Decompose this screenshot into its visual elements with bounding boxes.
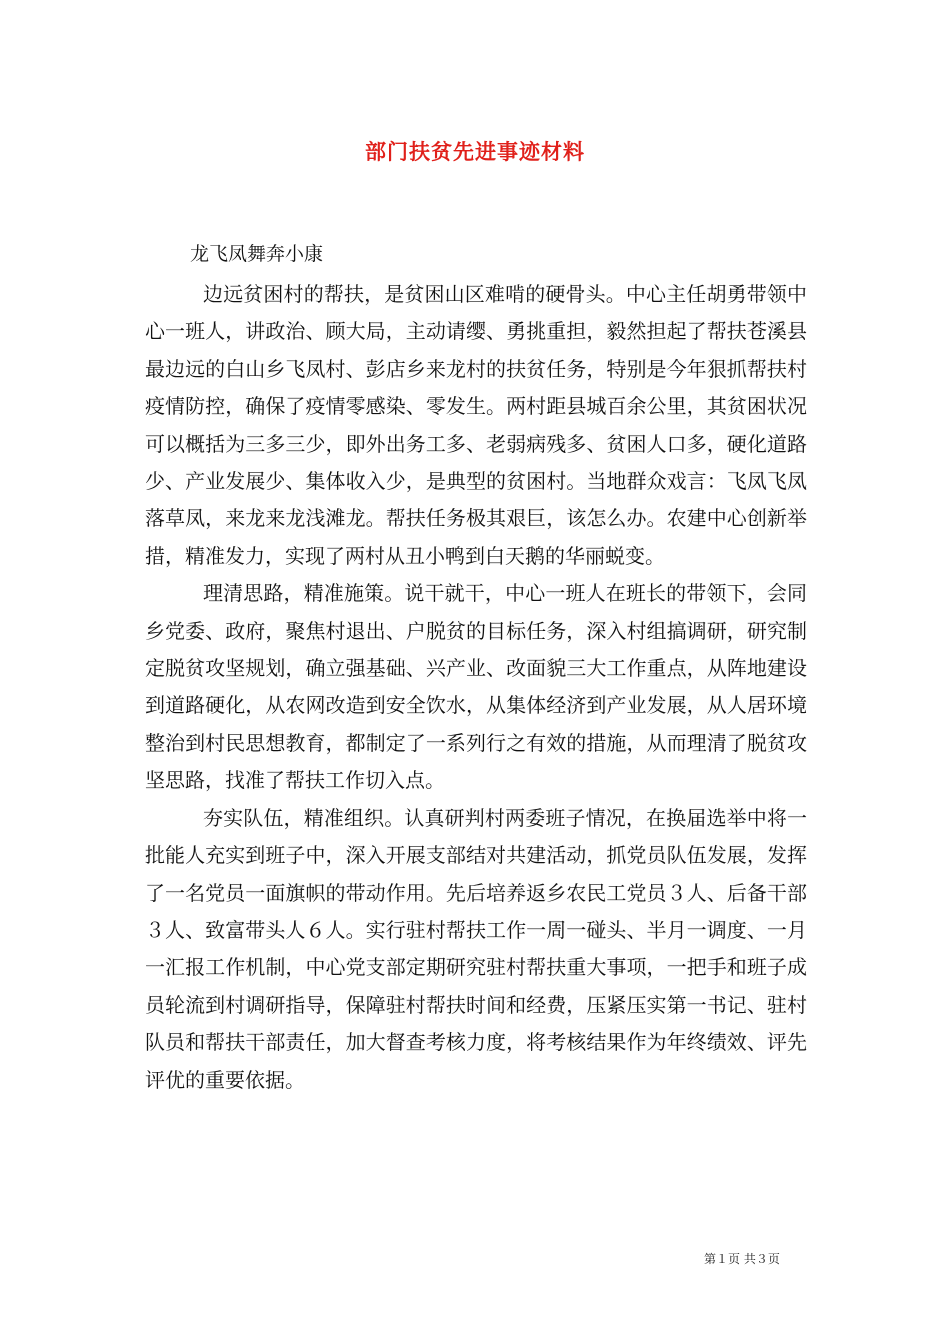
document-body: [145, 276, 807, 1099]
paragraph-intro: 边远贫困村的帮扶，是贫困山区难啃的硬骨头。中心主任胡勇带领中心一班人，讲政治、顾大局，主动请缨、勇挑重担，毅然担起了帮扶苍溪县最边远的白山乡飞凤村、彭店乡来龙村的扶贫任务，特别是今年狠抓帮扶村疫情防控，确保了疫情零感染、零发生。两村距县城百余公里，其贫困状况可以概括为三多三少，即外出务工多、老弱病残多、贫困人口多，硬化道路少、产业发展少、集体收入少，是典型的贫困村。当地群众戏言：飞凤飞凤落草凤，来龙来龙浅滩龙。帮扶任务极其艰巨，该怎么办。农建中心创新举措，精准发力，实现了两村从丑小鸭到白天鹅的华丽蜕变。: [145, 282, 807, 568]
paragraph-organization: 夯实队伍，精准组织。认真研判村两委班子情况，在换届选举中将一批能人充实到班子中，深入开展支部结对共建活动，抓党员队伍发展，发挥了一名党员一面旗帜的带动作用。先后培养返乡农民工党员３人、后备干部３人、致富带头人６人。实行驻村帮扶工作一周一碰头、半月一调度、一月一汇报工作机制，中心党支部定期研究驻村帮扶重大事项，一把手和班子成员轮流到村调研指导，保障驻村帮扶时间和经费，压紧压实第一书记、驻村队员和帮扶干部责任，加大督查考核力度，将考核结果作为年终绩效、评先评优的重要依据。: [145, 805, 807, 1092]
paragraph-strategy: 理清思路，精准施策。说干就干，中心一班人在班长的带领下，会同乡党委、政府，聚焦村退出、户脱贫的目标任务，深入村组搞调研，研究制定脱贫攻坚规划，确立强基础、兴产业、改面貌三大工作重点，从阵地建设到道路硬化，从农网改造到安全饮水，从集体经济到产业发展，从人居环境整治到村民思想教育，都制定了一系列行之有效的措施，从而理清了脱贫攻坚思路，找准了帮扶工作切入点。: [145, 581, 807, 793]
page-number-footer: 第１页 共３页: [704, 1252, 780, 1266]
document-title: 部门扶贫先进事迹材料: [365, 139, 585, 164]
document-subtitle: 龙飞凤舞奔小康: [190, 243, 324, 265]
